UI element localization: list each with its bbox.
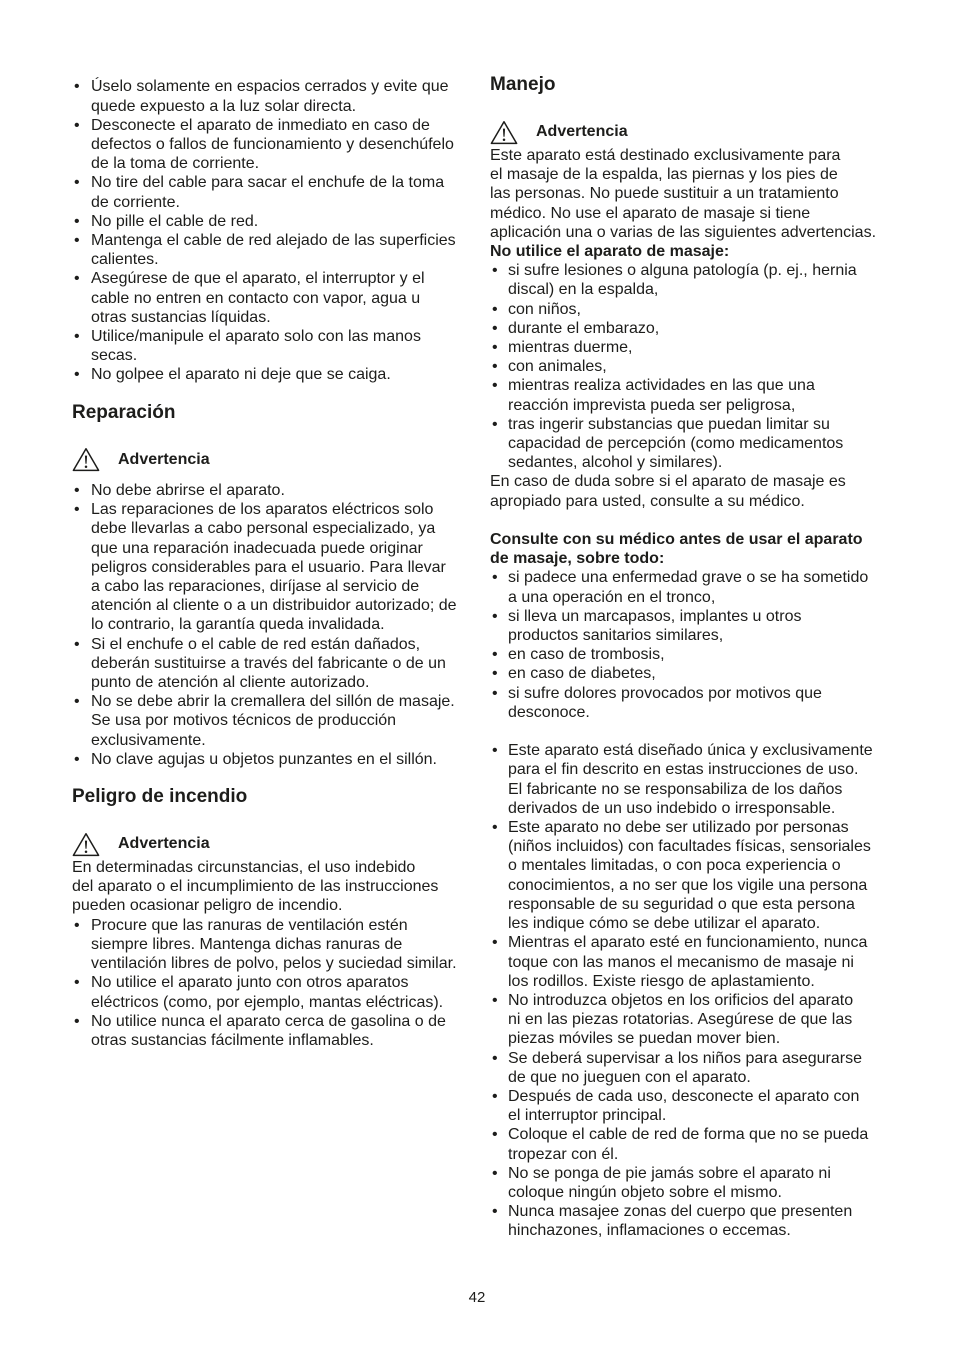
list-item: • Se deberá supervisar a los niños para asegurarse de que no jueguen con el aparato.	[490, 1049, 900, 1087]
consult-heading: Consulte con su médico antes de usar el aparato de masaje, sobre todo:	[490, 531, 863, 568]
doubt-paragraph: En caso de duda sobre si el aparato de masaje es apropiado para usted, consulte a su médico.	[490, 473, 846, 510]
warning-triangle-icon	[72, 832, 100, 857]
list-item: • No se ponga de pie jamás sobre el aparato ni coloque ningún objeto sobre el mismo.	[490, 1164, 900, 1202]
list-item: • Este aparato está diseñado única y exclusivamente para el fin descrito en estas instrucciones de uso. El fabricante no se responsabiliza de los daños derivados de un uso indebido o irresponsable.	[490, 741, 900, 818]
repair-bullet-list	[72, 481, 482, 769]
list-item: • si sufre lesiones o alguna patología (p. ej., hernia discal) en la espalda,	[490, 261, 900, 299]
list-item: • Úselo solamente en espacios cerrados y evite que quede expuesto a la luz solar directa.	[72, 77, 482, 115]
warning-triangle-icon	[72, 447, 100, 472]
list-item: • No introduzca objetos en los orificios del aparato ni en las piezas rotatorias. Asegúrese de que las piezas móviles se puedan mover bien.	[490, 991, 900, 1049]
blank-line	[490, 722, 900, 741]
section-heading-incendio: Peligro de incendio	[72, 786, 248, 808]
list-item: • en caso de trombosis,	[490, 645, 900, 664]
list-item: • No golpee el aparato ni deje que se caiga.	[72, 365, 482, 384]
list-item: • Desconecte el aparato de inmediato en caso de defectos o fallos de funcionamiento y desenchúfelo de la toma de corriente.	[72, 116, 482, 174]
section-heading-reparacion: Reparación	[72, 401, 176, 423]
left-column	[72, 77, 482, 1050]
list-item: • Mantenga el cable de red alejado de las superficies calientes.	[72, 231, 482, 269]
warning-label: Advertencia	[118, 835, 210, 853]
list-item: • Nunca masajee zonas del cuerpo que presenten hinchazones, inflamaciones o eccemas.	[490, 1202, 900, 1240]
list-item: • No utilice el aparato junto con otros aparatos eléctricos (como, por ejemplo, mantas eléctricas).	[72, 973, 482, 1011]
fire-warning-paragraph: En determinadas circunstancias, el uso indebido del aparato o el incumplimiento de las instrucciones pueden ocasionar peligro de incendio.	[72, 859, 439, 915]
list-item: • si sufre dolores provocados por motivos que desconoce.	[490, 684, 900, 722]
list-item: • No pille el cable de red.	[72, 212, 482, 231]
list-item: • No se debe abrir la cremallera del sillón de masaje. Se usa por motivos técnicos de producción exclusivamente.	[72, 692, 482, 750]
warning-label: Advertencia	[536, 123, 628, 141]
warning-notice	[72, 830, 482, 858]
list-item: • Después de cada uso, desconecte el aparato con el interruptor principal.	[490, 1087, 900, 1125]
list-item: • No utilice nunca el aparato cerca de gasolina o de otras sustancias fácilmente inflamables.	[72, 1012, 482, 1050]
list-item: • con animales,	[490, 357, 900, 376]
list-item: • Mientras el aparato esté en funcionamiento, nunca toque con las manos el mecanismo de masaje ni los rodillos. Existe riesgo de aplastamiento.	[490, 933, 900, 991]
list-item: • en caso de diabetes,	[490, 664, 900, 683]
right-column	[490, 73, 900, 1241]
consult-bullet-list	[490, 568, 900, 722]
warning-label: Advertencia	[118, 451, 210, 469]
usage-paragraph: Este aparato está destinado exclusivamente para el masaje de la espalda, las piernas y los pies de las personas. No puede sustituir a un tratamiento médico. No use el aparato de masaje si tiene aplicación una o varias de las siguientes advertencias.	[490, 147, 877, 241]
safety-bullet-list	[490, 741, 900, 1240]
no-use-bullet-list	[490, 261, 900, 472]
list-item: • si padece una enfermedad grave o se ha sometido a una operación en el tronco,	[490, 568, 900, 606]
blank-line	[490, 511, 900, 530]
list-item: • mientras duerme,	[490, 338, 900, 357]
list-item: • tras ingerir substancias que puedan limitar su capacidad de percepción (como medicamentos sedantes, alcohol y similares).	[490, 415, 900, 473]
warning-notice	[490, 118, 900, 146]
list-item: • No clave agujas u objetos punzantes en el sillón.	[72, 750, 482, 769]
list-item: • Coloque el cable de red de forma que no se pueda tropezar con él.	[490, 1125, 900, 1163]
list-item: • Procure que las ranuras de ventilación estén siempre libres. Mantenga dichas ranuras de ventilación libres de polvo, pelos y suciedad similar.	[72, 916, 482, 974]
list-item: • mientras realiza actividades en las que una reacción imprevista pueda ser peligrosa,	[490, 376, 900, 414]
fire-bullet-list	[72, 916, 482, 1050]
list-item: • Utilice/manipule el aparato solo con las manos secas.	[72, 327, 482, 365]
list-item: • Las reparaciones de los aparatos eléctricos solo debe llevarlas a cabo personal especializado, ya que una reparación inadecuada puede originar peligros considerables para el usuario. Para llevar a cabo las reparaciones, diríjase al servicio de atención al cliente o a un distribuidor autorizado; de lo contrario, la garantía queda invalidada.	[72, 500, 482, 634]
list-item: • durante el embarazo,	[490, 319, 900, 338]
list-item: • si lleva un marcapasos, implantes u otros productos sanitarios similares,	[490, 607, 900, 645]
warning-triangle-icon	[490, 120, 518, 145]
no-use-heading: No utilice el aparato de masaje:	[490, 243, 730, 261]
list-item: • No tire del cable para sacar el enchufe de la toma de corriente.	[72, 173, 482, 211]
warning-notice	[72, 446, 482, 474]
list-item: • Asegúrese de que el aparato, el interruptor y el cable no entren en contacto con vapor, agua u otras sustancias líquidas.	[72, 269, 482, 327]
list-item: • Si el enchufe o el cable de red están dañados, deberán sustituirse a través del fabricante o de un punto de atención al cliente autorizado.	[72, 635, 482, 693]
list-item: • No debe abrirse el aparato.	[72, 481, 482, 500]
list-item: • Este aparato no debe ser utilizado por personas (niños incluidos) con facultades físicas, sensoriales o mentales limitadas, o con poca experiencia o conocimientos, a no ser que los vigile una persona responsable de su seguridad o que esta persona les indique cómo se debe utilizar el aparato.	[490, 818, 900, 933]
safety-bullet-list	[72, 77, 482, 384]
section-heading-manejo: Manejo	[490, 74, 556, 95]
list-item: • con niños,	[490, 300, 900, 319]
page-number: 42	[468, 1289, 486, 1307]
